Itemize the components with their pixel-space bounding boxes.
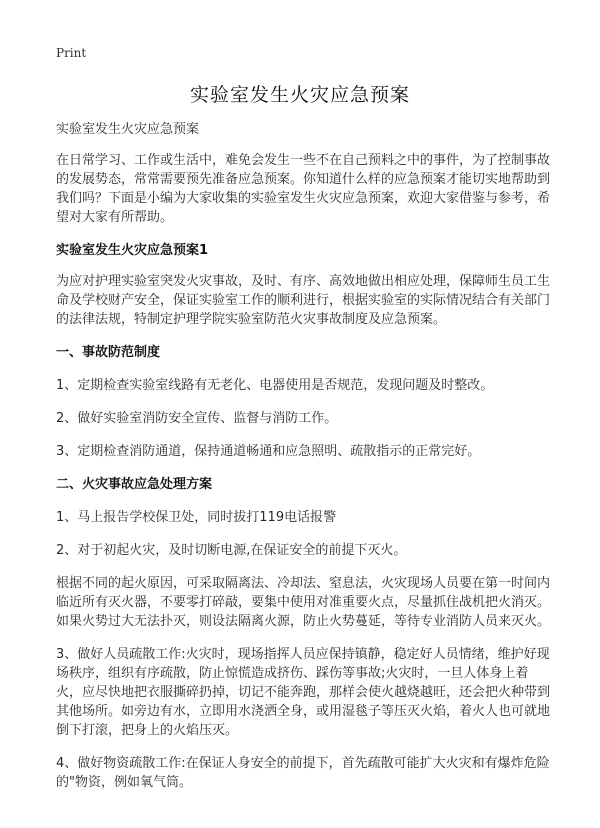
prevention-item-1: 1、定期检查实验室线路有无老化、电器使用是否规范，发现问题及时整改。 bbox=[56, 378, 494, 393]
response-paragraph-methods: 根据不同的起火原因，可采取隔离法、冷却法、窒息法，火灾现场人员要在第一时间内临近所有灭火器，不要零打碎敲，要集中使用对准重要火点，尽量抓住战机把火消灭。如果火势过大无法扑灭，则设法隔离火源，防止火势蔓延，等待专业消防人员来灭火。 bbox=[56, 576, 551, 629]
response-item-4: 4、做好物资疏散工作:在保证人身安全的前提下，首先疏散可能扩大火灾和有爆炸危险的"物资，例如氧气筒。 bbox=[56, 756, 550, 790]
prevention-item-2: 2、做好实验室消防安全宣传、监督与消防工作。 bbox=[56, 411, 338, 426]
document-subtitle: 实验室发生火灾应急预案 bbox=[56, 122, 200, 137]
section-heading-response: 二、火灾事故应急处理方案 bbox=[56, 477, 213, 492]
print-link[interactable]: Print bbox=[56, 46, 87, 60]
response-item-2: 2、对于初起火灾，及时切断电源,在保证安全的前提下灭火。 bbox=[56, 543, 407, 558]
document-body bbox=[56, 120, 550, 792]
plan-heading: 实验室发生火灾应急预案1 bbox=[56, 243, 209, 258]
response-item-3: 3、做好人员疏散工作:火灾时，现场指挥人员应保持镇静，稳定好人员情绪，维护好现场秩序，组织有序疏散，防止惊慌造成挤伤、踩伤等事故;火灾时，一旦人体身上着火，应尽快地把衣服撕碎扔掉，切记不能奔跑，那样会使火越烧越旺，还会把火种带到其他场所。如旁边有水，立即用水浇洒全身，或用湿毯子等压灭火焰，着火人也可就地倒下打滚，把身上的火焰压灭。 bbox=[56, 647, 551, 738]
intro-paragraph: 在日常学习、工作或生活中，难免会发生一些不在自己预料之中的事件，为了控制事故的发展势态，常常需要预先准备应急预案。你知道什么样的应急预案才能切实地帮助到我们吗？下面是小编为大家收集的实验室发生火灾应急预案，欢迎大家借鉴与参考，希望对大家有所帮助。 bbox=[56, 153, 551, 225]
plan-intro-paragraph: 为应对护理实验室突发火灾事故，及时、有序、高效地做出相应处理，保障师生员工生命及学校财产安全，保证实验室工作的顺利进行，根据实验室的实际情况结合有关部门的法律法规，特制定护理学院实验室防范火灾事故制度及应急预案。 bbox=[56, 274, 551, 327]
prevention-item-3: 3、定期检查消防通道，保持通道畅通和应急照明、疏散指示的正常完好。 bbox=[56, 444, 481, 459]
document-title: 实验室发生火灾应急预案 bbox=[189, 84, 410, 106]
response-item-1: 1、马上报告学校保卫处，同时拔打119电话报警 bbox=[56, 510, 337, 525]
section-heading-prevention: 一、事故防范制度 bbox=[56, 345, 161, 360]
